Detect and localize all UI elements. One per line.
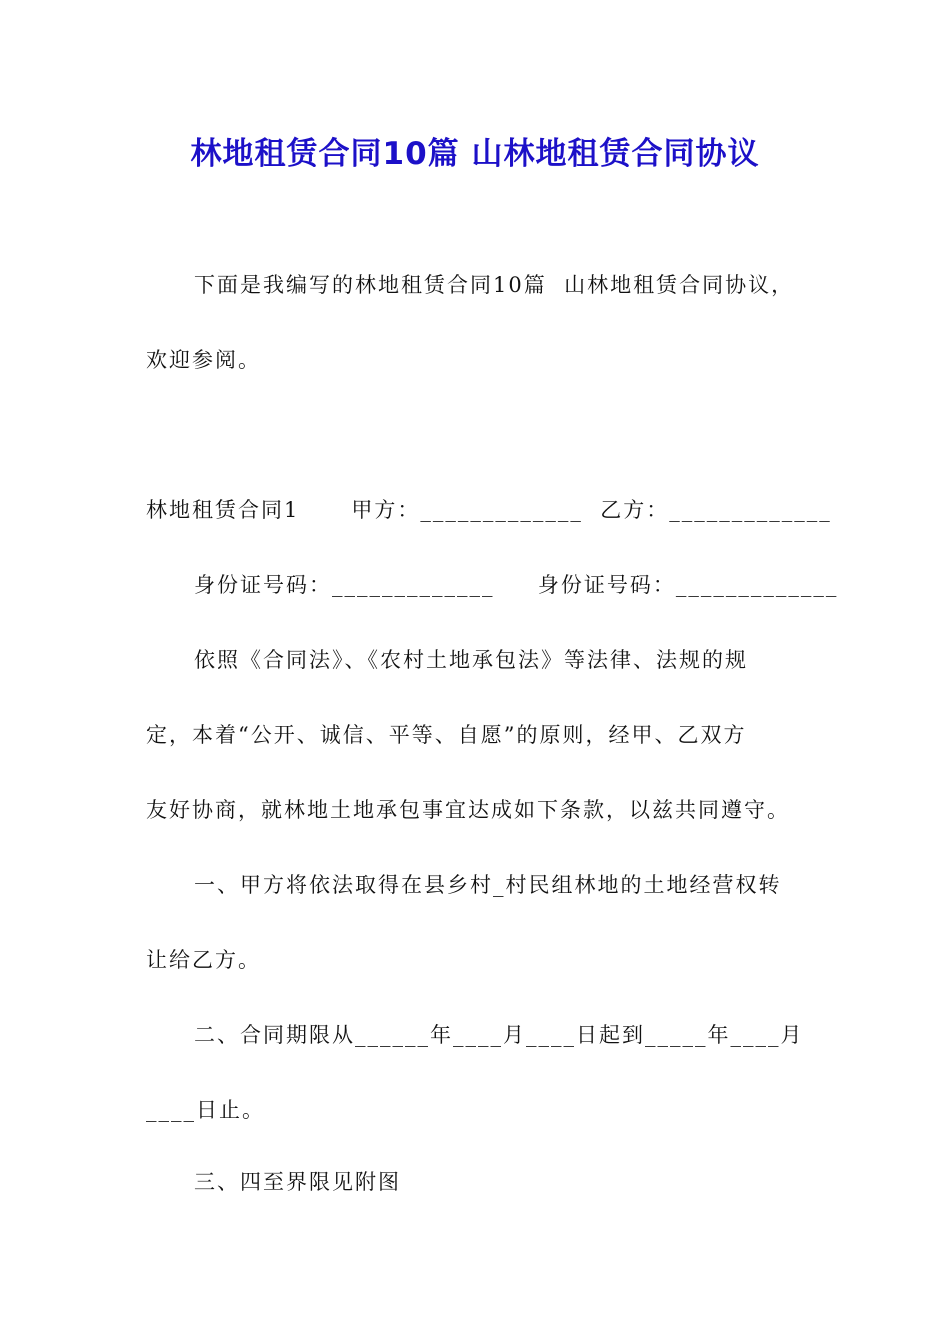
- intro-line-2: 欢迎参阅。: [146, 348, 261, 372]
- preamble-line-2: 定，本着“公开、诚信、平等、自愿”的原则，经甲、乙双方: [146, 723, 747, 747]
- clause-3-line: 三、四至界限见附图: [194, 1170, 401, 1194]
- clause-2-line-1: 二、合同期限从______年____月____日起到_____年____月: [194, 1023, 804, 1047]
- clause-1-line-1: 一、甲方将依法取得在县乡村_村民组林地的土地经营权转: [194, 873, 782, 897]
- party-line: 林地租赁合同1 甲方：_____________ 乙方：_____________: [146, 498, 832, 522]
- document-title: 林地租赁合同10篇 山林地租赁合同协议: [190, 136, 760, 172]
- preamble-line-1: 依照《合同法》、《农村土地承包法》等法律、法规的规: [194, 648, 748, 672]
- clause-2-line-2: ____日止。: [146, 1098, 265, 1122]
- preamble-line-3: 友好协商，就林地土地承包事宜达成如下条款，以兹共同遵守。: [146, 798, 790, 822]
- intro-line-1: 下面是我编写的林地租赁合同10篇 山林地租赁合同协议，: [194, 273, 795, 297]
- id-number-line: 身份证号码：_____________ 身份证号码：_____________: [194, 573, 839, 597]
- clause-1-line-2: 让给乙方。: [146, 948, 261, 972]
